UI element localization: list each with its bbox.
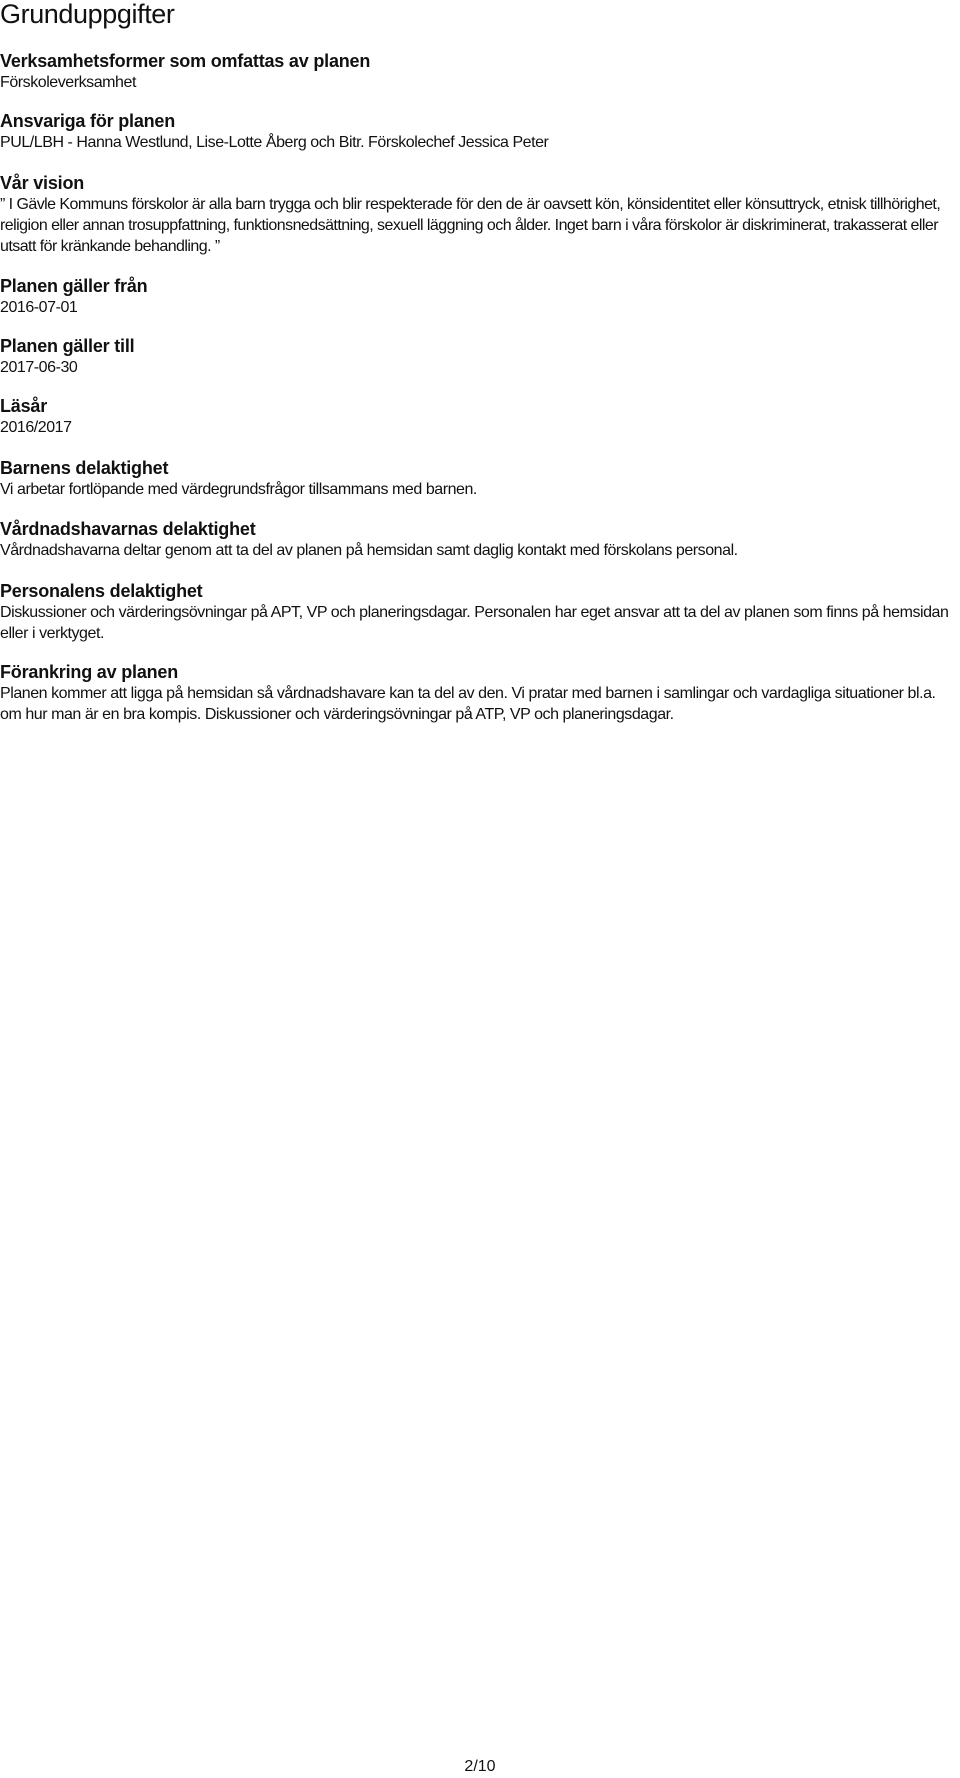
section-heading: Planen gäller från <box>0 276 148 296</box>
section-text: ” I Gävle Kommuns förskolor är alla barn trygga och blir respekterade för den de är oavsett kön, könsidentitet eller könsuttryck, etnisk tillhörighet, religion eller annan trosuppfattning, funktionsnedsättning, sexuell läggning och ålder. Inget barn i våra förskolor är diskriminerat, trakasserat eller utsatt för kränkande behandling. ” <box>0 196 941 255</box>
section-text: Vi arbetar fortlöpande med värdegrundsfrågor tillsammans med barnen. <box>0 481 477 498</box>
section-forankring-av-planen <box>0 661 960 725</box>
page-number: 2/10 <box>464 1758 496 1775</box>
section-ansvariga <box>0 110 960 153</box>
section-personalens-delaktighet <box>0 580 960 644</box>
section-var-vision <box>0 172 960 257</box>
section-planen-galler-till <box>0 335 960 378</box>
section-lasar <box>0 395 960 438</box>
section-heading: Ansvariga för planen <box>0 111 176 131</box>
section-text: Diskussioner och värderingsövningar på APT, VP och planeringsdagar. Personalen har eget ansvar att ta del av planen som finns på hemsidan eller i verktyget. <box>0 604 949 642</box>
section-text: Förskoleverksamhet <box>0 74 136 91</box>
section-text: Planen kommer att ligga på hemsidan så vårdnadshavare kan ta del av den. Vi pratar med barnen i samlingar och vardagliga situationer bl.a. om hur man är en bra kompis. Diskussioner och värderingsövningar på ATP, VP och planeringsdagar. <box>0 685 936 723</box>
section-heading: Personalens delaktighet <box>0 581 203 601</box>
section-heading: Planen gäller till <box>0 336 135 356</box>
section-heading: Vår vision <box>0 173 85 193</box>
section-planen-galler-fran <box>0 275 960 318</box>
page-title: Grunduppgifter <box>0 0 175 29</box>
section-text: PUL/LBH - Hanna Westlund, Lise-Lotte Åberg och Bitr. Förskolechef Jessica Peter <box>0 134 549 151</box>
section-heading: Läsår <box>0 396 48 416</box>
section-heading: Barnens delaktighet <box>0 458 169 478</box>
section-text: Vårdnadshavarna deltar genom att ta del av planen på hemsidan samt daglig kontakt med förskolans personal. <box>0 542 738 559</box>
section-heading: Verksamhetsformer som omfattas av planen <box>0 51 371 71</box>
section-text: 2017-06-30 <box>0 359 78 376</box>
section-heading: Vårdnadshavarnas delaktighet <box>0 519 256 539</box>
section-verksamhetsformer <box>0 50 960 93</box>
section-barnens-delaktighet <box>0 457 960 500</box>
section-vardnadshavarnas-delaktighet <box>0 518 960 561</box>
section-heading: Förankring av planen <box>0 662 179 682</box>
section-text: 2016-07-01 <box>0 299 78 316</box>
section-text: 2016/2017 <box>0 419 72 436</box>
